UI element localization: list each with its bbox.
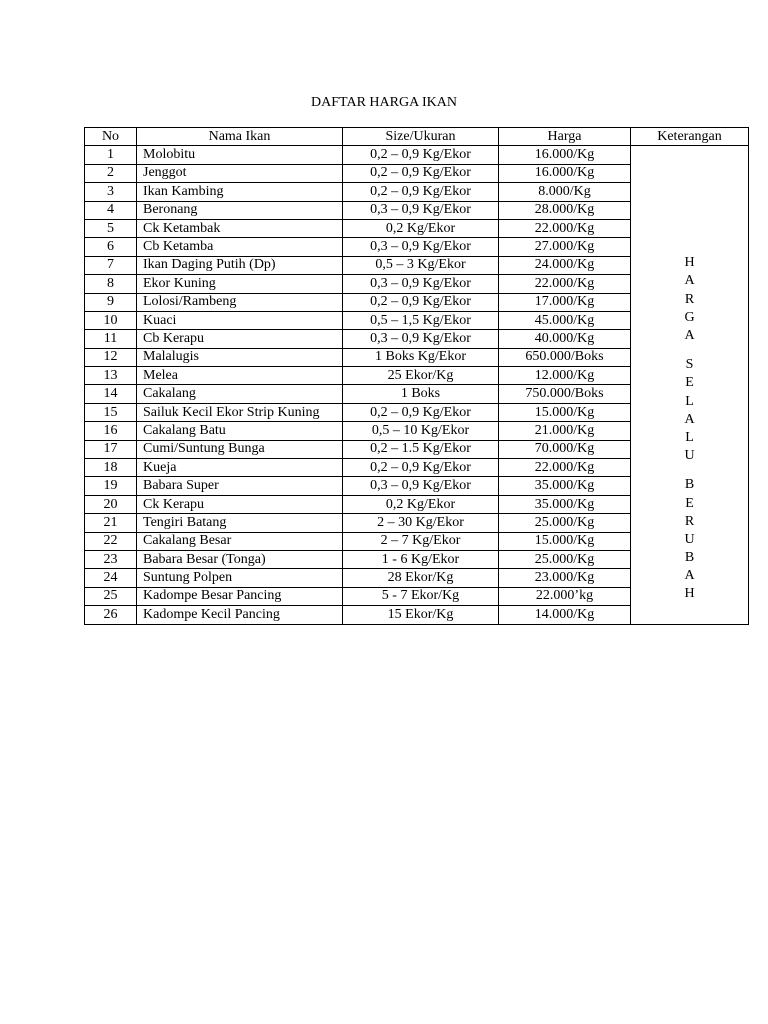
row-price: 16.000/Kg <box>499 164 631 182</box>
note-word-gap <box>631 465 748 476</box>
row-name: Cakalang Batu <box>137 422 343 440</box>
row-name: Kueja <box>137 459 343 477</box>
row-price: 23.000/Kg <box>499 569 631 587</box>
row-no: 8 <box>85 275 137 293</box>
row-name: Cb Kerapu <box>137 330 343 348</box>
table-header-row <box>85 128 749 146</box>
row-name: Molobitu <box>137 146 343 164</box>
row-no: 15 <box>85 403 137 421</box>
row-no: 7 <box>85 256 137 274</box>
row-name: Babara Super <box>137 477 343 495</box>
row-no: 18 <box>85 459 137 477</box>
note-letter: E <box>685 495 694 511</box>
row-size: 1 Boks Kg/Ekor <box>343 348 499 366</box>
row-no: 26 <box>85 606 137 624</box>
row-no: 24 <box>85 569 137 587</box>
row-name: Ck Kerapu <box>137 495 343 513</box>
row-name: Melea <box>137 367 343 385</box>
note-letter: A <box>684 568 695 584</box>
row-no: 3 <box>85 183 137 201</box>
row-price: 12.000/Kg <box>499 367 631 385</box>
row-name: Ekor Kuning <box>137 275 343 293</box>
row-no: 2 <box>85 164 137 182</box>
row-size: 0,3 – 0,9 Kg/Ekor <box>343 275 499 293</box>
row-no: 16 <box>85 422 137 440</box>
note-letter: L <box>685 393 694 409</box>
row-name: Kadompe Besar Pancing <box>137 587 343 605</box>
row-no: 5 <box>85 219 137 237</box>
row-size: 0,5 – 10 Kg/Ekor <box>343 422 499 440</box>
row-size: 2 – 7 Kg/Ekor <box>343 532 499 550</box>
row-price: 28.000/Kg <box>499 201 631 219</box>
note-letter: A <box>684 411 695 427</box>
row-size: 0,2 – 0,9 Kg/Ekor <box>343 146 499 164</box>
row-size: 28 Ekor/Kg <box>343 569 499 587</box>
note-letter: S <box>685 357 694 373</box>
row-size: 5 - 7 Ekor/Kg <box>343 587 499 605</box>
note-word-gap <box>631 345 748 356</box>
header-note: Keterangan <box>631 128 749 146</box>
row-size: 0,2 – 0,9 Kg/Ekor <box>343 183 499 201</box>
row-price: 35.000/Kg <box>499 495 631 513</box>
row-price: 15.000/Kg <box>499 403 631 421</box>
row-price: 21.000/Kg <box>499 422 631 440</box>
note-letter: E <box>685 375 694 391</box>
row-price: 27.000/Kg <box>499 238 631 256</box>
note-letter: H <box>684 586 695 602</box>
note-letter: U <box>684 531 695 547</box>
row-name: Ck Ketambak <box>137 219 343 237</box>
row-size: 0,3 – 0,9 Kg/Ekor <box>343 477 499 495</box>
row-no: 17 <box>85 440 137 458</box>
row-size: 0,5 – 1,5 Kg/Ekor <box>343 311 499 329</box>
row-name: Jenggot <box>137 164 343 182</box>
row-name: Tengiri Batang <box>137 514 343 532</box>
row-no: 10 <box>85 311 137 329</box>
row-price: 8.000/Kg <box>499 183 631 201</box>
row-no: 9 <box>85 293 137 311</box>
note-letter: A <box>684 328 695 344</box>
header-name: Nama Ikan <box>137 128 343 146</box>
row-price: 750.000/Boks <box>499 385 631 403</box>
row-price: 16.000/Kg <box>499 146 631 164</box>
note-letter: R <box>684 291 695 307</box>
row-no: 19 <box>85 477 137 495</box>
row-price: 17.000/Kg <box>499 293 631 311</box>
note-letter: B <box>684 477 695 493</box>
row-size: 0,2 – 0,9 Kg/Ekor <box>343 459 499 477</box>
row-price: 40.000/Kg <box>499 330 631 348</box>
note-letter: G <box>684 309 695 325</box>
header-size: Size/Ukuran <box>343 128 499 146</box>
row-name: Malalugis <box>137 348 343 366</box>
row-size: 0,2 Kg/Ekor <box>343 495 499 513</box>
row-name: Cakalang <box>137 385 343 403</box>
row-no: 1 <box>85 146 137 164</box>
row-price: 25.000/Kg <box>499 514 631 532</box>
row-price: 15.000/Kg <box>499 532 631 550</box>
row-price: 22.000’kg <box>499 587 631 605</box>
row-name: Cumi/Suntung Bunga <box>137 440 343 458</box>
row-no: 25 <box>85 587 137 605</box>
row-size: 1 Boks <box>343 385 499 403</box>
row-name: Cakalang Besar <box>137 532 343 550</box>
row-no: 23 <box>85 550 137 568</box>
row-size: 0,2 – 0,9 Kg/Ekor <box>343 293 499 311</box>
row-name: Lolosi/Rambeng <box>137 293 343 311</box>
note-letter: H <box>684 255 695 271</box>
row-no: 6 <box>85 238 137 256</box>
row-price: 45.000/Kg <box>499 311 631 329</box>
row-name: Ikan Daging Putih (Dp) <box>137 256 343 274</box>
row-price: 35.000/Kg <box>499 477 631 495</box>
row-size: 25 Ekor/Kg <box>343 367 499 385</box>
row-size: 0,2 – 0,9 Kg/Ekor <box>343 164 499 182</box>
row-price: 25.000/Kg <box>499 550 631 568</box>
row-price: 650.000/Boks <box>499 348 631 366</box>
header-price: Harga <box>499 128 631 146</box>
row-price: 14.000/Kg <box>499 606 631 624</box>
row-size: 0,2 – 0,9 Kg/Ekor <box>343 403 499 421</box>
row-no: 21 <box>85 514 137 532</box>
note-letter: L <box>685 429 694 445</box>
row-price: 22.000/Kg <box>499 459 631 477</box>
row-size: 0,3 – 0,9 Kg/Ekor <box>343 238 499 256</box>
table-body <box>85 146 749 624</box>
row-size: 0,5 – 3 Kg/Ekor <box>343 256 499 274</box>
row-name: Beronang <box>137 201 343 219</box>
row-size: 0,2 Kg/Ekor <box>343 219 499 237</box>
row-name: Sailuk Kecil Ekor Strip Kuning <box>137 403 343 421</box>
row-name: Kadompe Kecil Pancing <box>137 606 343 624</box>
row-price: 22.000/Kg <box>499 275 631 293</box>
row-no: 14 <box>85 385 137 403</box>
row-name: Suntung Polpen <box>137 569 343 587</box>
row-price: 24.000/Kg <box>499 256 631 274</box>
row-no: 12 <box>85 348 137 366</box>
note-letter: R <box>684 513 695 529</box>
header-no: No <box>85 128 137 146</box>
row-name: Ikan Kambing <box>137 183 343 201</box>
row-no: 11 <box>85 330 137 348</box>
row-size: 15 Ekor/Kg <box>343 606 499 624</box>
note-letter: B <box>684 550 695 566</box>
row-size: 1 - 6 Kg/Ekor <box>343 550 499 568</box>
row-name: Kuaci <box>137 311 343 329</box>
row-size: 0,2 – 1.5 Kg/Ekor <box>343 440 499 458</box>
note-letter: U <box>684 448 695 464</box>
row-price: 22.000/Kg <box>499 219 631 237</box>
note-letter: A <box>684 273 695 289</box>
fish-price-table <box>84 127 749 625</box>
row-price: 70.000/Kg <box>499 440 631 458</box>
note-cell <box>631 146 749 624</box>
row-size: 0,3 – 0,9 Kg/Ekor <box>343 201 499 219</box>
row-name: Babara Besar (Tonga) <box>137 550 343 568</box>
row-no: 20 <box>85 495 137 513</box>
row-size: 2 – 30 Kg/Ekor <box>343 514 499 532</box>
row-no: 22 <box>85 532 137 550</box>
row-no: 13 <box>85 367 137 385</box>
row-name: Cb Ketamba <box>137 238 343 256</box>
document-title: DAFTAR HARGA IKAN <box>311 95 457 110</box>
table-row <box>85 146 749 164</box>
row-no: 4 <box>85 201 137 219</box>
row-size: 0,3 – 0,9 Kg/Ekor <box>343 330 499 348</box>
